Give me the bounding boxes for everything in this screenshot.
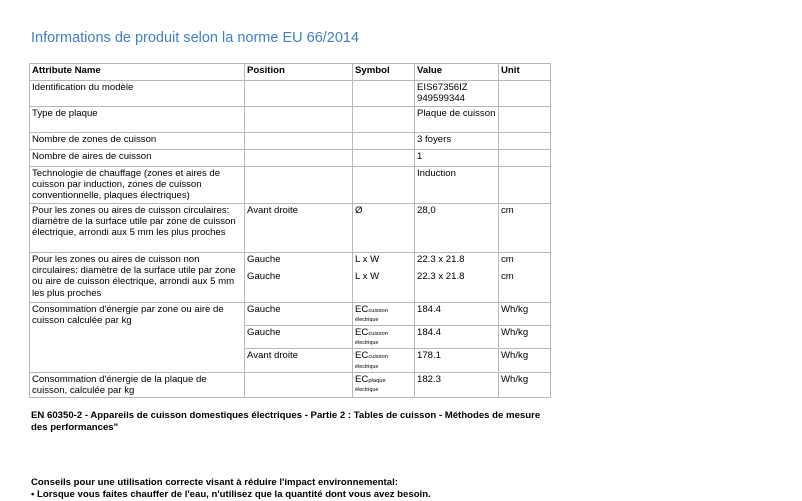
model-symbol (353, 81, 415, 107)
tips-item: • Lorsque vous faites chauffer de l'eau, n'utilisez que la quantité dont vous avez besoin. (31, 488, 431, 500)
page-title: Informations de produit selon la norme EU 66/2014 (31, 30, 360, 46)
energy-zone-position-2: Gauche (245, 326, 353, 349)
energy-zone-position-1: Gauche (245, 303, 353, 326)
table-header-row (30, 64, 551, 81)
energy-zone-value-3: 178.1 (415, 349, 499, 372)
energy-zone-position-3: Avant droite (245, 349, 353, 372)
energy-zone-symbol-2: ECcuisson électrique (353, 326, 415, 349)
table-row-energy-zone-1 (30, 303, 551, 326)
standard-note: EN 60350-2 - Appareils de cuisson domestiques électriques - Partie 2 : Tables de cuisson - Méthodes de mesure des performances" (31, 410, 541, 433)
header-unit: Unit (499, 64, 551, 81)
circular-label: Pour les zones ou aires de cuisson circulaires: diamètre de la surface utile par zone de cuisson électrique, arrondi aux 5 mm les plus proches (30, 204, 245, 253)
noncircular-label: Pour les zones ou aires de cuisson non circulaires: diamètre de la surface utile par zone ou aire de cuisson électrique, arrondi aux 5 mm les plus proches (30, 253, 245, 303)
technology-label: Technologie de chauffage (zones et aires de cuisson par induction, zones de cuisson conventionnelle, plaques électriques) (30, 167, 245, 204)
model-position (245, 81, 353, 107)
energy-zone-unit-2: Wh/kg (499, 326, 551, 349)
energy-zone-symbol-3: ECcuisson électrique (353, 349, 415, 372)
energy-plate-value: 182.3 (415, 372, 499, 397)
energy-plate-unit: Wh/kg (499, 372, 551, 397)
table-row-technology (30, 167, 551, 204)
noncircular-position-1: Gauche (247, 254, 281, 265)
areas-value: 1 (415, 150, 499, 167)
environment-tips (31, 477, 731, 500)
plate-type-label: Type de plaque (30, 107, 245, 133)
header-attribute: Attribute Name (30, 64, 245, 81)
table-row-zones (30, 133, 551, 150)
model-value-line2: 949599344 (417, 93, 466, 105)
plate-type-value: Plaque de cuisson (415, 107, 499, 133)
energy-zone-unit-3: Wh/kg (499, 349, 551, 372)
table-row-plate-type (30, 107, 551, 133)
technology-value: Induction (415, 167, 499, 204)
noncircular-value-1: 22.3 x 21.8 (417, 254, 465, 265)
noncircular-value-2: 22.3 x 21.8 (417, 271, 465, 283)
noncircular-unit-2: cm (501, 271, 514, 283)
areas-label: Nombre de aires de cuisson (30, 150, 245, 167)
table-row-model (30, 81, 551, 107)
table-row-circular (30, 204, 551, 253)
circular-unit: cm (499, 204, 551, 253)
tips-heading: Conseils pour une utilisation correcte visant à réduire l'impact environnemental: (31, 477, 398, 488)
product-info-table (29, 63, 551, 398)
model-value-line1: EIS67356IZ (417, 82, 468, 93)
table-row-energy-plate (30, 372, 551, 397)
energy-zone-value-1: 184.4 (415, 303, 499, 326)
zones-label: Nombre de zones de cuisson (30, 133, 245, 150)
circular-symbol: Ø (353, 204, 415, 253)
noncircular-position-2: Gauche (247, 271, 281, 283)
zones-value: 3 foyers (415, 133, 499, 150)
energy-zone-unit-1: Wh/kg (499, 303, 551, 326)
circular-value: 28,0 (415, 204, 499, 253)
energy-zone-symbol-1: ECcuisson électrique (353, 303, 415, 326)
energy-plate-label: Consommation d'énergie de la plaque de cuisson, calculée par kg (30, 372, 245, 397)
noncircular-unit-1: cm (501, 254, 514, 265)
table-row-areas (30, 150, 551, 167)
header-position: Position (245, 64, 353, 81)
model-label: Identification du modèle (30, 81, 245, 107)
energy-zone-label: Consommation d'énergie par zone ou aire de cuisson calculée par kg (30, 303, 245, 373)
energy-plate-symbol: ECplaque électrique (353, 372, 415, 397)
model-unit (499, 81, 551, 107)
model-value (415, 81, 499, 107)
energy-zone-value-2: 184.4 (415, 326, 499, 349)
header-symbol: Symbol (353, 64, 415, 81)
noncircular-symbol-1: L x W (355, 254, 380, 265)
noncircular-symbol-2: L x W (355, 271, 380, 283)
header-value: Value (415, 64, 499, 81)
circular-position: Avant droite (245, 204, 353, 253)
table-row-noncircular (30, 253, 551, 303)
